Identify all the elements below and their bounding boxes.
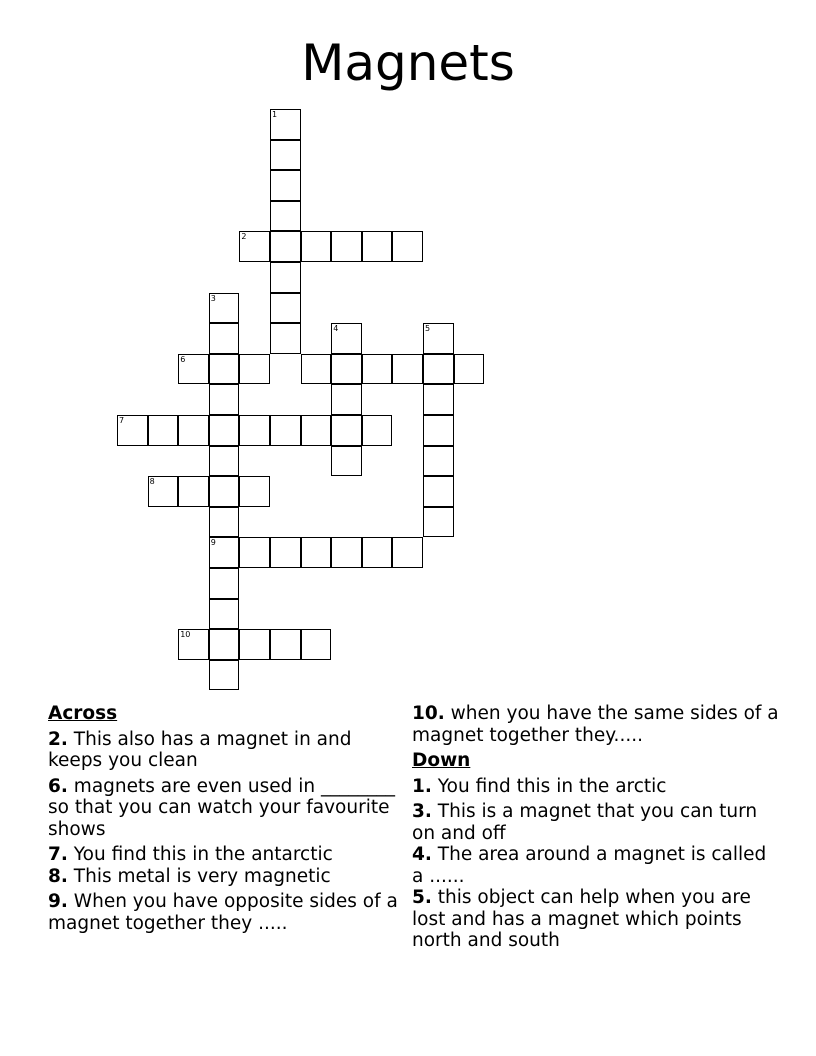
grid-cell[interactable]	[239, 629, 270, 660]
clue-across-9	[48, 891, 398, 934]
clue-down-3	[412, 801, 782, 844]
grid-cell[interactable]	[301, 415, 332, 446]
grid-cell[interactable]	[209, 660, 240, 691]
grid-cell[interactable]	[362, 415, 393, 446]
grid-cell[interactable]	[423, 354, 454, 385]
grid-cell[interactable]	[239, 476, 270, 507]
clue-across-6	[48, 776, 398, 841]
clue-text: this object can help when you are lost and has a magnet which points north and south	[412, 887, 751, 951]
grid-cell[interactable]	[362, 537, 393, 568]
grid-cell[interactable]	[209, 354, 240, 385]
grid-cell[interactable]	[209, 415, 240, 446]
clue-number: 9.	[48, 891, 68, 912]
grid-cell[interactable]	[209, 568, 240, 599]
grid-cell[interactable]	[209, 446, 240, 477]
grid-cell[interactable]	[117, 415, 148, 446]
grid-cell[interactable]	[423, 384, 454, 415]
grid-cell[interactable]	[209, 599, 240, 630]
grid-cell[interactable]	[301, 537, 332, 568]
clues-left-column	[48, 703, 398, 938]
clue-number: 10.	[412, 703, 445, 724]
clue-text: The area around a magnet is called a ......	[412, 844, 767, 887]
grid-cell[interactable]	[392, 537, 423, 568]
grid-cell[interactable]	[301, 354, 332, 385]
grid-cell[interactable]	[270, 231, 301, 262]
grid-cell[interactable]	[270, 415, 301, 446]
grid-cell[interactable]	[301, 231, 332, 262]
clue-across-2	[48, 729, 398, 772]
grid-cell[interactable]	[178, 354, 209, 385]
grid-cell[interactable]	[331, 446, 362, 477]
grid-cell[interactable]	[423, 507, 454, 538]
clue-text: when you have the same sides of a magnet together they.....	[412, 703, 779, 746]
grid-cell[interactable]	[362, 354, 393, 385]
puzzle-title: Magnets	[301, 34, 515, 92]
cell-number: 4	[333, 324, 339, 334]
grid-cell[interactable]	[209, 384, 240, 415]
clue-number: 3.	[412, 801, 432, 822]
clue-text: This metal is very magnetic	[73, 865, 331, 887]
grid-cell[interactable]	[209, 293, 240, 324]
grid-cell[interactable]	[270, 201, 301, 232]
grid-cell[interactable]	[392, 231, 423, 262]
grid-cell[interactable]	[209, 537, 240, 568]
grid-cell[interactable]	[331, 323, 362, 354]
grid-cell[interactable]	[239, 231, 270, 262]
grid-cell[interactable]	[148, 476, 179, 507]
grid-cell[interactable]	[423, 323, 454, 354]
grid-cell[interactable]	[239, 537, 270, 568]
grid-cell[interactable]	[331, 415, 362, 446]
clue-number: 8.	[48, 865, 68, 887]
grid-cell[interactable]	[270, 170, 301, 201]
clue-text: This is a magnet that you can turn on and off	[412, 801, 758, 844]
grid-cell[interactable]	[270, 262, 301, 293]
grid-cell[interactable]	[209, 507, 240, 538]
cell-number: 1	[272, 110, 278, 119]
clue-across-7	[48, 844, 398, 866]
clue-number: 4.	[412, 844, 432, 865]
clue-number: 7.	[48, 844, 68, 865]
cell-number: 7	[119, 416, 125, 425]
across-heading: Across	[48, 703, 118, 724]
grid-cell[interactable]	[331, 231, 362, 262]
grid-cell[interactable]	[270, 629, 301, 660]
clue-number: 6.	[48, 775, 68, 797]
cell-number: 3	[210, 293, 216, 303]
grid-cell[interactable]	[423, 415, 454, 446]
clue-text: This also has a magnet in and keeps you clean	[48, 728, 352, 771]
grid-cell[interactable]	[270, 293, 301, 324]
clue-text: magnets are even used in ________ so that you can watch your favourite shows	[48, 775, 396, 840]
clue-text: When you have opposite sides of a magnet together they .....	[48, 891, 398, 934]
cell-number: 5	[425, 324, 431, 334]
grid-cell[interactable]	[178, 415, 209, 446]
cell-number: 10	[180, 630, 191, 640]
grid-cell[interactable]	[239, 415, 270, 446]
grid-cell[interactable]	[209, 323, 240, 354]
clue-number: 2.	[48, 728, 68, 750]
clue-down-5	[412, 887, 782, 952]
grid-cell[interactable]	[178, 476, 209, 507]
grid-cell[interactable]	[454, 354, 485, 385]
grid-cell[interactable]	[331, 354, 362, 385]
clue-down-4	[412, 844, 782, 887]
clue-across-10	[412, 703, 782, 746]
cell-number: 6	[180, 354, 186, 364]
clue-text: You find this in the antarctic	[73, 844, 333, 865]
grid-cell[interactable]	[270, 109, 301, 140]
clue-across-8	[48, 866, 398, 888]
down-heading: Down	[412, 750, 471, 771]
grid-cell[interactable]	[362, 231, 393, 262]
grid-cell[interactable]	[209, 476, 240, 507]
grid-cell[interactable]	[270, 537, 301, 568]
cell-number: 2	[241, 232, 247, 242]
grid-cell[interactable]	[331, 537, 362, 568]
grid-cell[interactable]	[423, 476, 454, 507]
grid-cell[interactable]	[423, 446, 454, 477]
grid-cell[interactable]	[270, 140, 301, 171]
grid-cell[interactable]	[392, 354, 423, 385]
clue-text: You find this in the arctic	[437, 775, 667, 797]
clues-right-column	[412, 703, 782, 956]
grid-cell[interactable]	[301, 629, 332, 660]
grid-cell[interactable]	[178, 629, 209, 660]
grid-cell[interactable]	[148, 415, 179, 446]
clue-down-1	[412, 776, 782, 798]
clue-number: 1.	[412, 775, 432, 797]
grid-cell[interactable]	[331, 384, 362, 415]
clue-number: 5.	[412, 887, 432, 908]
cell-number: 8	[149, 477, 155, 487]
grid-cell[interactable]	[270, 323, 301, 354]
cell-number: 9	[210, 538, 216, 548]
grid-cell[interactable]	[209, 629, 240, 660]
grid-cell[interactable]	[239, 354, 270, 385]
